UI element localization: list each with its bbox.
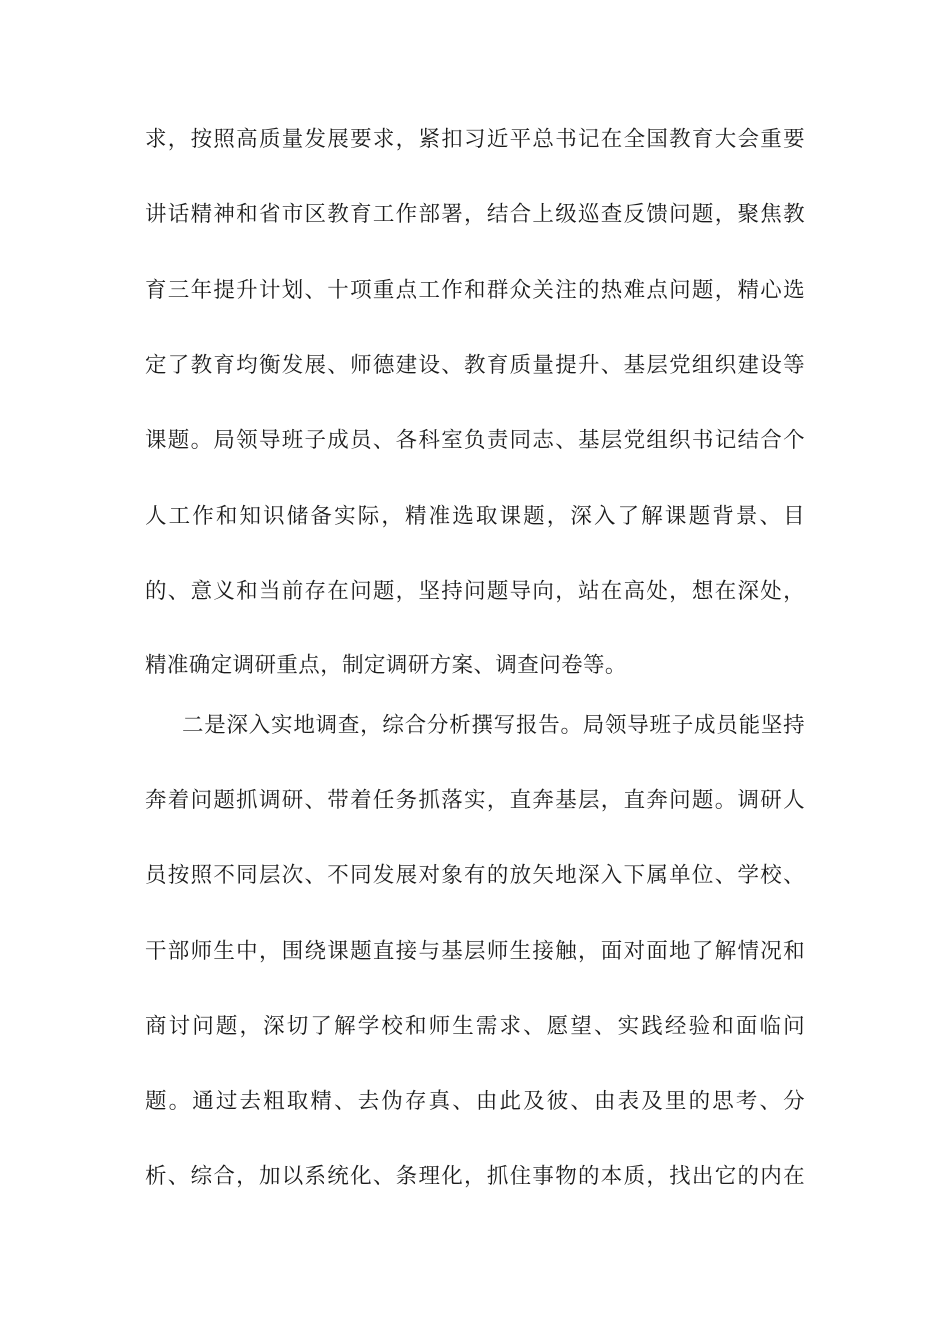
paragraph-line: 定了教育均衡发展、师德建设、教育质量提升、基层党组织建设等	[145, 353, 805, 378]
paragraph-line: 人工作和知识储备实际，精准选取课题，深入了解课题背景、目	[145, 504, 805, 529]
paragraph-line: 育三年提升计划、十项重点工作和群众关注的热难点问题，精心选	[145, 278, 805, 303]
paragraph-line: 二是深入实地调查，综合分析撰写报告。局领导班子成员能坚持	[182, 713, 805, 738]
paragraph-line: 精准确定调研重点，制定调研方案、调查问卷等。	[145, 653, 627, 678]
paragraph-line: 干部师生中，围绕课题直接与基层师生接触，面对面地了解情况和	[145, 939, 805, 964]
paragraph-line: 的、意义和当前存在问题，坚持问题导向，站在高处，想在深处，	[145, 579, 805, 604]
paragraph-line: 讲话精神和省市区教育工作部署，结合上级巡查反馈问题，聚焦教	[145, 202, 805, 227]
paragraph-line: 员按照不同层次、不同发展对象有的放矢地深入下属单位、学校、	[145, 863, 805, 888]
paragraph-line: 求，按照高质量发展要求，紧扣习近平总书记在全国教育大会重要	[145, 127, 805, 152]
paragraph-line: 商讨问题，深切了解学校和师生需求、愿望、实践经验和面临问	[145, 1014, 805, 1039]
paragraph-line: 题。通过去粗取精、去伪存真、由此及彼、由表及里的思考、分	[145, 1089, 805, 1114]
paragraph-line: 析、综合，加以系统化、条理化，抓住事物的本质，找出它的内在	[145, 1164, 805, 1189]
paragraph-line: 课题。局领导班子成员、各科室负责同志、基层党组织书记结合个	[145, 428, 805, 453]
paragraph-line: 奔着问题抓调研、带着任务抓落实，直奔基层，直奔问题。调研人	[145, 788, 805, 813]
